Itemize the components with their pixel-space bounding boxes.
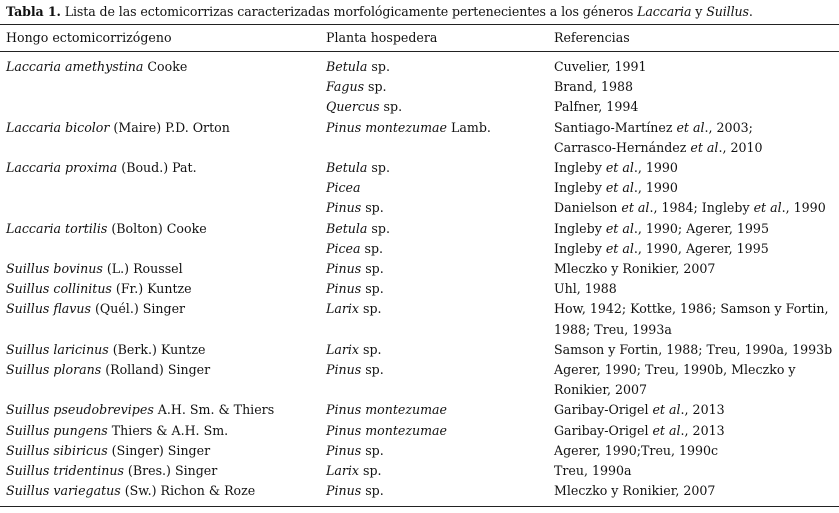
caption-conjunction: y [691, 4, 707, 19]
cell-line [6, 360, 210, 380]
cell-line [326, 421, 447, 441]
text-span: ., 1990, Agerer, 1995 [633, 240, 769, 256]
italic-text: Pinus [326, 362, 362, 377]
cell-line [554, 118, 763, 138]
italic-text: et al [605, 160, 634, 175]
cell-fungus [6, 259, 183, 279]
cell-host [326, 461, 382, 481]
italic-text: Laccaria bicolor [6, 119, 110, 135]
cell-references [554, 400, 725, 420]
cell-host [326, 279, 384, 299]
cell-line [326, 77, 387, 97]
italic-text: Pinus [326, 200, 362, 216]
cell-references [554, 158, 678, 178]
cell-host [326, 198, 384, 218]
cell-fungus [6, 421, 228, 441]
text-span: Agerer, 1990;Treu, 1990c [554, 442, 719, 458]
cell-line [6, 118, 230, 138]
cell-references [554, 259, 715, 279]
cell-fungus [6, 279, 192, 299]
text-span: sp. [361, 483, 384, 499]
text-span: Treu, 1990a [554, 463, 632, 478]
cell-line [326, 259, 384, 279]
italic-text: Suillus laricinus [6, 341, 109, 357]
cell-line [326, 400, 447, 420]
italic-text: et al [605, 180, 634, 196]
cell-references [554, 97, 638, 117]
cell-line [6, 279, 192, 299]
text-span: Ronikier, 2007 [554, 382, 648, 398]
cell-references [554, 481, 715, 501]
text-span: How, 1942; Kottke, 1986; Samson y Fortin, [554, 301, 829, 317]
italic-text: Betula [326, 220, 368, 236]
cell-line [554, 340, 832, 360]
italic-text: Suillus variegatus [6, 483, 121, 499]
italic-text: Suillus pseudobrevipes [6, 402, 154, 418]
table-caption [6, 4, 753, 19]
cell-references [554, 118, 763, 158]
italic-text: Laccaria amethystina [6, 59, 144, 74]
text-span: ., 1990 [781, 200, 826, 216]
text-span: sp. [359, 463, 382, 478]
cell-fungus [6, 461, 217, 481]
text-span: ., 2013 [680, 402, 725, 418]
cell-host [326, 77, 387, 97]
text-span: ., 1990 [633, 180, 678, 196]
italic-text: Pinus [326, 261, 362, 276]
text-span: sp. [379, 99, 403, 115]
cell-line [326, 461, 382, 481]
cell-line [6, 400, 274, 420]
cell-line [6, 441, 210, 461]
text-span: ., 1984; Ingleby [649, 200, 754, 216]
text-span: Uhl, 1988 [554, 281, 617, 297]
italic-text: et al [652, 402, 681, 418]
bottom-rule [0, 506, 839, 507]
cell-line [6, 481, 255, 501]
cell-line [554, 198, 826, 218]
text-span: sp. [364, 79, 387, 95]
italic-text: Pinus [326, 483, 362, 499]
cell-host [326, 481, 384, 501]
text-span: A.H. Sm. & Thiers [153, 402, 275, 418]
text-span: 1988; Treu, 1993a [554, 321, 672, 337]
cell-references [554, 57, 647, 77]
cell-fungus [6, 360, 210, 380]
text-span: sp. [359, 301, 382, 317]
italic-text: Pinus montezumae [326, 119, 447, 135]
text-span: ., 1990 [633, 160, 678, 175]
text-span: Santiago-Martínez [554, 119, 677, 135]
cell-host [326, 118, 491, 138]
cell-line [6, 461, 217, 481]
cell-references [554, 178, 678, 198]
text-span: (Sw.) Richon & Roze [120, 483, 256, 499]
italic-text: Picea [326, 240, 361, 256]
cell-host [326, 299, 382, 319]
italic-text: Pinus [326, 442, 362, 458]
cell-line [554, 380, 796, 400]
cell-references [554, 77, 633, 97]
italic-text: Suillus plorans [6, 362, 102, 377]
cell-line [554, 400, 725, 420]
caption-label: Tabla 1. [6, 4, 61, 19]
header-fungus: Hongo ectomicorrizógeno [6, 30, 172, 45]
caption-genus-1: Laccaria [637, 4, 692, 19]
caption-genus-2: Suillus [706, 4, 749, 19]
text-span: sp. [361, 281, 384, 297]
text-span: (Fr.) Kuntze [111, 281, 192, 297]
italic-text: Laccaria tortilis [6, 220, 108, 236]
cell-references [554, 461, 632, 481]
cell-line [326, 360, 384, 380]
header-references: Referencias [554, 30, 630, 45]
text-span: ., 1990; Agerer, 1995 [633, 220, 769, 236]
italic-text: Betula [326, 59, 368, 74]
italic-text: et al [753, 200, 782, 216]
italic-text: Suillus sibiricus [6, 442, 108, 458]
cell-line [6, 158, 197, 178]
cell-line [554, 219, 769, 239]
cell-references [554, 441, 718, 461]
italic-text: Picea [326, 180, 361, 196]
cell-fungus [6, 57, 187, 77]
cell-line [554, 239, 769, 259]
text-span: Thiers & A.H. Sm. [107, 422, 229, 438]
text-span: Agerer, 1990; Treu, 1990b, Mleczko y [554, 362, 796, 377]
italic-text: Laccaria proxima [6, 160, 118, 175]
text-span: (Quél.) Singer [91, 301, 186, 317]
cell-line [326, 118, 491, 138]
italic-text: et al [605, 240, 634, 256]
text-span: Mleczko y Ronikier, 2007 [554, 261, 716, 276]
cell-references [554, 279, 617, 299]
text-span: Mleczko y Ronikier, 2007 [554, 483, 716, 499]
cell-fungus [6, 118, 230, 138]
italic-text: Larix [326, 341, 360, 357]
italic-text: et al [621, 200, 650, 216]
cell-line [6, 340, 205, 360]
cell-line [554, 461, 632, 481]
cell-line [554, 421, 725, 441]
cell-line [326, 158, 390, 178]
italic-text: Pinus montezumae [326, 402, 447, 418]
text-span: sp. [361, 362, 384, 377]
cell-line [326, 178, 361, 198]
cell-fungus [6, 400, 274, 420]
cell-host [326, 239, 383, 259]
cell-references [554, 219, 769, 239]
cell-fungus [6, 299, 185, 319]
cell-host [326, 158, 390, 178]
cell-host [326, 57, 390, 77]
text-span: (L.) Roussel [102, 261, 183, 276]
italic-text: Larix [326, 301, 360, 317]
text-span: sp. [359, 341, 382, 357]
text-span: (Maire) P.D. Orton [109, 119, 230, 135]
text-span: sp. [367, 160, 390, 175]
header-host: Planta hospedera [326, 30, 438, 45]
cell-line [554, 178, 678, 198]
cell-line [6, 219, 207, 239]
text-span: (Bres.) Singer [123, 463, 218, 478]
italic-text: et al [690, 139, 719, 155]
cell-line [554, 320, 829, 340]
cell-line [554, 158, 678, 178]
text-span: (Rolland) Singer [101, 362, 211, 377]
caption-text: Lista de las ectomicorrizas caracterizadas morfológicamente pertenecientes a los géneros [60, 4, 638, 19]
italic-text: et al [676, 119, 705, 135]
cell-line [6, 299, 185, 319]
cell-host [326, 97, 402, 117]
italic-text: Suillus flavus [6, 301, 91, 317]
cell-line [326, 441, 384, 461]
cell-line [554, 360, 796, 380]
text-span: sp. [361, 200, 384, 216]
text-span: Garibay-Origel [554, 422, 653, 438]
text-span: Ingleby [554, 240, 606, 256]
text-span: (Singer) Singer [107, 442, 211, 458]
cell-host [326, 340, 382, 360]
text-span: (Berk.) Kuntze [108, 341, 206, 357]
cell-line [326, 97, 402, 117]
cell-host [326, 400, 447, 420]
cell-references [554, 340, 832, 360]
italic-text: et al [652, 422, 681, 438]
cell-line [554, 441, 718, 461]
cell-line [326, 340, 382, 360]
italic-text: Suillus collinitus [6, 281, 112, 297]
cell-host [326, 219, 390, 239]
italic-text: et al [605, 220, 634, 236]
cell-host [326, 360, 384, 380]
cell-fungus [6, 158, 197, 178]
cell-references [554, 198, 826, 218]
cell-line [554, 259, 715, 279]
caption-end: . [748, 4, 753, 19]
text-span: (Bolton) Cooke [107, 220, 207, 236]
cell-references [554, 360, 796, 400]
cell-line [554, 77, 633, 97]
italic-text: Betula [326, 160, 368, 175]
cell-host [326, 441, 384, 461]
text-span: ., 2013 [680, 422, 725, 438]
top-rule [0, 24, 839, 25]
text-span: Ingleby [554, 180, 606, 196]
cell-line [554, 299, 829, 319]
cell-line [326, 57, 390, 77]
text-span: Palfner, 1994 [554, 99, 639, 115]
italic-text: Pinus montezumae [326, 422, 447, 438]
cell-line [6, 421, 228, 441]
cell-fungus [6, 481, 255, 501]
text-span: Lamb. [447, 119, 491, 135]
cell-line [326, 299, 382, 319]
text-span: sp. [361, 261, 384, 276]
cell-references [554, 421, 725, 441]
cell-line [326, 219, 390, 239]
text-span: ., 2010 [718, 139, 763, 155]
cell-line [326, 481, 384, 501]
text-span: Garibay-Origel [554, 402, 653, 418]
header-rule [0, 51, 839, 52]
cell-line [554, 279, 617, 299]
cell-line [554, 138, 763, 158]
cell-references [554, 239, 769, 259]
cell-line [326, 198, 384, 218]
text-span: ., 2003; [704, 119, 753, 135]
cell-line [554, 481, 715, 501]
italic-text: Suillus bovinus [6, 261, 103, 276]
italic-text: Pinus [326, 281, 362, 297]
cell-line [326, 239, 383, 259]
italic-text: Larix [326, 463, 360, 478]
cell-line [6, 259, 183, 279]
cell-host [326, 259, 384, 279]
italic-text: Suillus tridentinus [6, 463, 124, 478]
text-span: Ingleby [554, 220, 606, 236]
text-span: sp. [367, 220, 390, 236]
cell-line [326, 279, 384, 299]
text-span: sp. [361, 442, 384, 458]
cell-host [326, 178, 361, 198]
text-span: Danielson [554, 200, 622, 216]
text-span: (Boud.) Pat. [117, 160, 197, 175]
text-span: Carrasco-Hernández [554, 139, 691, 155]
cell-fungus [6, 340, 205, 360]
text-span: Cooke [143, 59, 188, 74]
cell-line [6, 57, 187, 77]
cell-references [554, 299, 829, 339]
text-span: Cuvelier, 1991 [554, 59, 647, 74]
cell-fungus [6, 441, 210, 461]
cell-host [326, 421, 447, 441]
text-span: Brand, 1988 [554, 79, 634, 95]
cell-line [554, 57, 647, 77]
italic-text: Fagus [326, 79, 365, 95]
cell-fungus [6, 219, 207, 239]
italic-text: Quercus [326, 99, 380, 115]
text-span: sp. [367, 59, 390, 74]
cell-line [554, 97, 638, 117]
text-span: Ingleby [554, 160, 606, 175]
italic-text: Suillus pungens [6, 422, 108, 438]
text-span: Samson y Fortin, 1988; Treu, 1990a, 1993b [554, 341, 833, 357]
text-span: sp. [360, 240, 384, 256]
